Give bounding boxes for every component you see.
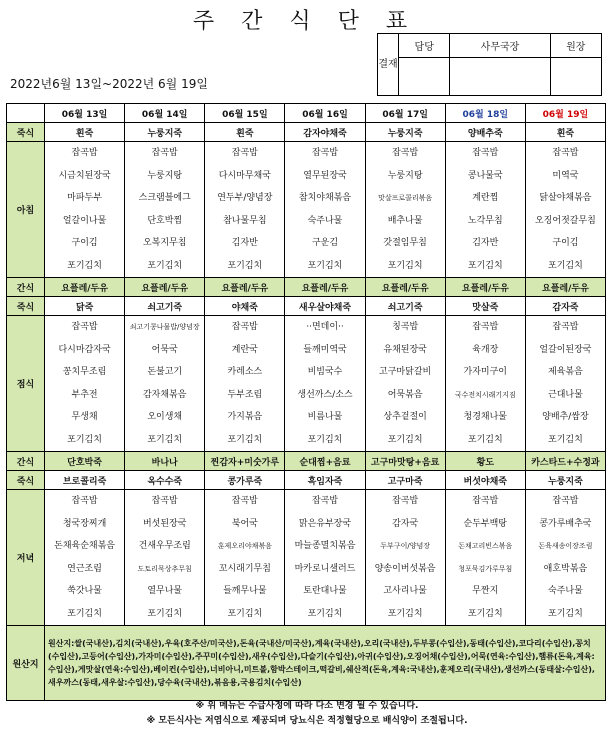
menu-item: 칭곡밥 [392,322,419,332]
menu-item: 포기김치 [227,608,263,619]
menu-item: 마카로니샐러드 [294,563,356,574]
dinner-cell [125,490,205,626]
menu-item: ··면데이·· [306,322,344,332]
menu-item: 돈채육순채볶음 [54,541,115,551]
menu-item: 유채된장국 [383,344,427,355]
day-header: 06월 16일 [285,104,365,123]
menu-item: 무짠지 [472,586,499,596]
row-porridge-lunch [7,297,606,316]
menu-item: 연두부/양념장 [217,193,273,203]
menu-item: 오이생채 [147,412,183,422]
lunch-cell [125,316,205,452]
porridge-morning-cell: 누룽지죽 [365,123,445,142]
menu-item: 잡곡밥 [472,322,499,332]
breakfast-cell [445,142,525,278]
approval-sign-3 [550,58,601,96]
menu-item: 양배추/쌈장 [542,412,589,422]
porridge-lunch-cell: 새우살야채죽 [285,297,365,316]
breakfast-cell [125,142,205,278]
menu-item: 마늘종멸치볶음 [294,541,356,551]
menu-item: 잡곡밥 [392,148,419,158]
menu-item: 닭살야채볶음 [539,193,592,203]
note-2: ※ 모든식사는 저염식으로 제공되며 당뇨식은 적정혈당으로 배식양이 조절됩니다. [146,716,468,726]
row-label: 점식 [7,316,45,452]
menu-item: 시금치된장국 [58,170,111,181]
menu-item: 근대나물 [548,389,583,400]
row-label: 간식 [7,452,45,471]
menu-item: 꼬시래기무침 [218,563,271,574]
menu-item: 비름나물 [307,412,343,422]
breakfast-cell [285,142,365,278]
menu-item: 참나물무침 [223,215,267,226]
snack2-cell: 황도 [445,452,525,471]
snack2-cell: 고구마맛탕+음료 [365,452,445,471]
porridge-lunch-cell: 감자죽 [525,297,605,316]
menu-item: 잡곡밥 [311,148,339,158]
day-header: 06월 15일 [205,104,285,123]
menu-item: 카레소스 [227,367,263,377]
menu-item: 양송이버섯볶음 [374,563,436,574]
menu-item: 잡곡밥 [231,496,258,506]
snack1-cell: 요플레/두유 [45,278,125,297]
menu-item: 두부구이/양념장 [380,542,430,550]
lunch-cell [285,316,365,452]
menu-item: 국수전치시래기지짐 [454,390,516,399]
menu-item: 마파두부 [67,193,102,203]
menu-item: 노각무침 [467,215,503,226]
porridge-lunch-cell: 쇠고기죽 [125,297,205,316]
menu-item: 건새우무조림 [138,541,191,551]
snack2-cell: 바나나 [125,452,205,471]
menu-item: 두부조림 [227,389,263,400]
menu-item: 토란대나물 [303,586,347,596]
menu-item: 들깨미역국 [303,344,347,355]
menu-item: 잡곡밥 [151,148,178,158]
menu-item: 들깨무나물 [223,586,267,596]
snack1-cell: 요플레/두유 [445,278,525,297]
porridge-dinner-cell: 콩가루죽 [205,471,285,490]
menu-item: 참치야채볶음 [298,193,352,203]
menu-item: 고구마닭갈비 [379,367,432,377]
day-header: 06월 14일 [125,104,205,123]
snack2-cell: 카스타드+수정과 [525,452,605,471]
menu-item: 청포묵김가루무침 [458,564,513,573]
menu-item: 얼갈이나물 [62,215,107,226]
row-label: 죽식 [7,297,45,316]
menu-item: 얼갈이된장국 [539,344,592,355]
menu-item: 오징어젓갈무침 [534,215,596,226]
menu-item: 돈불고기 [147,367,183,377]
menu-item: 열무나물 [147,586,183,596]
snack1-cell: 요플레/두유 [125,278,205,297]
menu-item: 부추전 [71,389,98,400]
menu-item: 상추겉절이 [383,412,427,422]
row-porridge-dinner [7,471,606,490]
porridge-morning-cell: 감자야채죽 [285,123,365,142]
breakfast-cell [525,142,605,278]
breakfast-cell [45,142,125,278]
menu-item: 포기김치 [147,260,183,271]
menu-item: 어묵볶음 [387,389,423,400]
menu-item: 가지볶음 [227,412,263,422]
footer-notes [0,699,614,729]
row-label: 저녁 [7,490,45,626]
menu-item: 순두부백탕 [463,518,508,529]
menu-table [6,103,606,701]
row-label: 아침 [7,142,45,278]
menu-item: 갓절임무침 [383,238,427,248]
menu-item: 포기김치 [467,260,503,271]
menu-item: 포기김치 [548,434,583,445]
menu-item: 북어국 [231,518,258,529]
porridge-dinner-cell: 고구마죽 [365,471,445,490]
porridge-dinner-cell: 브로콜리죽 [45,471,125,490]
row-label: 원산지 [7,626,45,701]
menu-item: 누룽지탕 [387,170,423,181]
snack1-cell: 요플레/두유 [205,278,285,297]
porridge-dinner-cell: 옥수수죽 [125,471,205,490]
menu-item: 잡곡밥 [71,322,98,332]
breakfast-cell [205,142,285,278]
menu-item: 돈육새송이장조림 [538,542,593,550]
menu-item: 김자반 [472,238,499,248]
snack1-cell: 요플레/두유 [365,278,445,297]
row-label: 간식 [7,278,45,297]
porridge-morning-cell: 흰죽 [525,123,605,142]
origin-info: 원산지:쌀(국내산),김치(국내산),우육(호주산/미국산),돈육(국내산/미국산),계육(국내산),오리(국내산),두부콩(수입산),동태(수입산),코다리(수입산),꽁치(수입산),고등어(수입산),가자미(수입산),주꾸미(수입산),새우(수입산),다슬기(수입산),아귀(수입산),오징어채(수입산),어묵(연육:수입산),햄류(돈육,계육:수입산),게맛살(연육:수입산),베이컨(수입산),너비아니,미트볼,함박스테이크,떡갈비,쉐산적(돈육,계육:국내산),훈제오리(국내산),생선까스(동태살:수입산),새우까스(동태,새우살:수입산),당수육(국내산),볶음용,국용김치(수입산) [45,626,606,701]
menu-item: 비빔국수 [307,367,343,377]
day-header-saturday: 06월 18일 [445,104,525,123]
header-corner [7,104,45,123]
porridge-morning-cell: 양배추죽 [445,123,525,142]
menu-item: 잡곡밥 [552,322,579,332]
dinner-cell [205,490,285,626]
menu-item: 잡곡밥 [552,148,579,158]
menu-item: 쑥갓나물 [67,586,102,596]
porridge-morning-cell: 누룽지죽 [125,123,205,142]
menu-item: 포기김치 [387,608,423,619]
menu-item: 고사리나물 [383,586,427,596]
menu-item: 잡곡밥 [472,148,499,158]
menu-item: 구이김 [552,238,579,248]
lunch-cell [45,316,125,452]
note-1: ※ 위 메뉴는 수급사정에 따라 다소 변경 될 수 있습니다. [195,701,419,711]
menu-item: 잡곡밥 [151,496,178,506]
menu-item: 누룽지탕 [147,170,183,181]
porridge-lunch-cell: 쇠고기죽 [365,297,445,316]
date-range: 2022년6월 13일~2022년 6월 19일 [10,77,208,91]
menu-item: 포기김치 [307,434,343,445]
breakfast-cell [365,142,445,278]
menu-item: 포기김치 [147,434,183,445]
porridge-lunch-cell: 야채죽 [205,297,285,316]
porridge-morning-cell: 흰죽 [45,123,125,142]
menu-item: 맑은유부장국 [298,518,352,529]
menu-item: 구운김 [311,238,339,248]
snack2-cell: 순대찜+음료 [285,452,365,471]
menu-item: 오복지무침 [142,238,187,248]
menu-item: 훈제오리야채볶음 [217,542,272,550]
menu-item: 열무된장국 [303,170,347,181]
day-header: 06월 13일 [45,104,125,123]
dinner-cell [285,490,365,626]
menu-item: 포기김치 [67,260,102,271]
menu-item: 육개장 [472,344,499,355]
row-dinner [7,490,606,626]
row-breakfast [7,142,606,278]
snack1-cell: 요플레/두유 [525,278,605,297]
menu-item: 숙주나물 [548,586,583,596]
menu-item: 계란찜 [472,193,499,203]
approval-col-3: 원장 [550,34,601,58]
menu-item: 포기김치 [548,608,583,619]
porridge-morning-cell: 흰죽 [205,123,285,142]
menu-item: 청경채나물 [463,412,508,422]
menu-item: 쇠고기콩나물밥/양념장 [129,323,200,331]
lunch-cell [205,316,285,452]
menu-item: 감자국 [392,518,419,529]
menu-item: 잡곡밥 [231,148,258,158]
menu-item: 꽁치무조림 [62,367,107,377]
snack2-cell: 찐감자+미숫가루 [205,452,285,471]
lunch-cell [525,316,605,452]
approval-sign-2 [450,58,550,96]
menu-item: 다시마무채국 [218,170,271,181]
dinner-cell [525,490,605,626]
row-snack2 [7,452,606,471]
menu-item: 구이김 [71,238,98,248]
menu-item: 잡곡밥 [231,322,258,332]
approval-sign-1 [399,58,450,96]
row-porridge-morning [7,123,606,142]
menu-item: 버섯된장국 [142,518,187,529]
menu-item: 포기김치 [387,434,423,445]
menu-item: 도토리묵상추무침 [137,564,192,573]
menu-item: 감자채볶음 [142,389,187,400]
menu-item: 잡곡밥 [71,148,98,158]
row-label: 죽식 [7,123,45,142]
menu-item: 포기김치 [387,260,423,271]
menu-item: 포기김치 [147,608,183,619]
menu-item: 잡곡밥 [71,496,98,506]
menu-item: 포기김치 [467,434,503,445]
menu-item: 잡곡밥 [392,496,419,506]
porridge-dinner-cell: 누룽지죽 [525,471,605,490]
day-header: 06월 17일 [365,104,445,123]
menu-item: 잡곡밥 [472,496,499,506]
snack2-cell: 단호박죽 [45,452,125,471]
approval-col-1: 담당 [399,34,450,58]
menu-item: 콩가루배추국 [539,518,592,529]
row-lunch [7,316,606,452]
porridge-dinner-cell: 흑임자죽 [285,471,365,490]
snack1-cell: 요플레/두유 [285,278,365,297]
menu-item: 포기김치 [307,260,343,271]
menu-item: 포기김치 [227,434,263,445]
menu-item: 포기김치 [548,260,583,271]
menu-item: 콩나물국 [467,170,503,181]
porridge-lunch-cell: 맛살죽 [445,297,525,316]
porridge-dinner-cell: 버섯야채죽 [445,471,525,490]
menu-item: 가자미구이 [463,367,508,377]
row-label: 죽식 [7,471,45,490]
menu-item: 계란국 [231,344,258,355]
menu-item: 포기김치 [307,608,343,619]
menu-item: 애호박볶음 [543,563,588,574]
menu-item: 청국장찌개 [62,518,107,529]
menu-item: 다시마감자국 [58,344,111,355]
menu-item: 김자반 [231,238,258,248]
menu-item: 숙주나물 [307,215,343,226]
menu-item: 맛살프로콜리볶음 [378,194,433,202]
menu-item: 연근조림 [67,563,102,574]
menu-item: 포기김치 [67,434,102,445]
lunch-cell [365,316,445,452]
menu-item: 무생채 [71,412,98,422]
dinner-cell [45,490,125,626]
porridge-lunch-cell: 닭죽 [45,297,125,316]
menu-item: 돈채고리빈스볶음 [458,542,513,550]
header-row [7,104,606,123]
menu-item: 어묵국 [151,344,178,355]
menu-item: 배추나물 [387,215,423,226]
row-origin [7,626,606,701]
menu-item: 생선까스/소스 [297,389,353,400]
page-title: 주 간 식 단 표 [192,9,418,34]
menu-item: 포기김치 [467,608,503,619]
menu-item: 잡곡밥 [552,496,579,506]
menu-item: 잡곡밥 [311,496,339,506]
menu-item: 제육볶음 [548,367,583,377]
dinner-cell [365,490,445,626]
menu-item: 미역국 [552,170,579,181]
approval-col-2: 사무국장 [450,34,550,58]
menu-item: 스크램블에그 [138,193,191,203]
lunch-cell [445,316,525,452]
day-header-sunday: 06월 19일 [525,104,605,123]
menu-item: 포기김치 [227,260,263,271]
approval-label: 결재 [378,34,399,96]
menu-item: 단호박찜 [147,215,183,226]
approval-box [377,33,602,96]
row-snack1 [7,278,606,297]
menu-item: 포기김치 [67,608,102,619]
dinner-cell [445,490,525,626]
